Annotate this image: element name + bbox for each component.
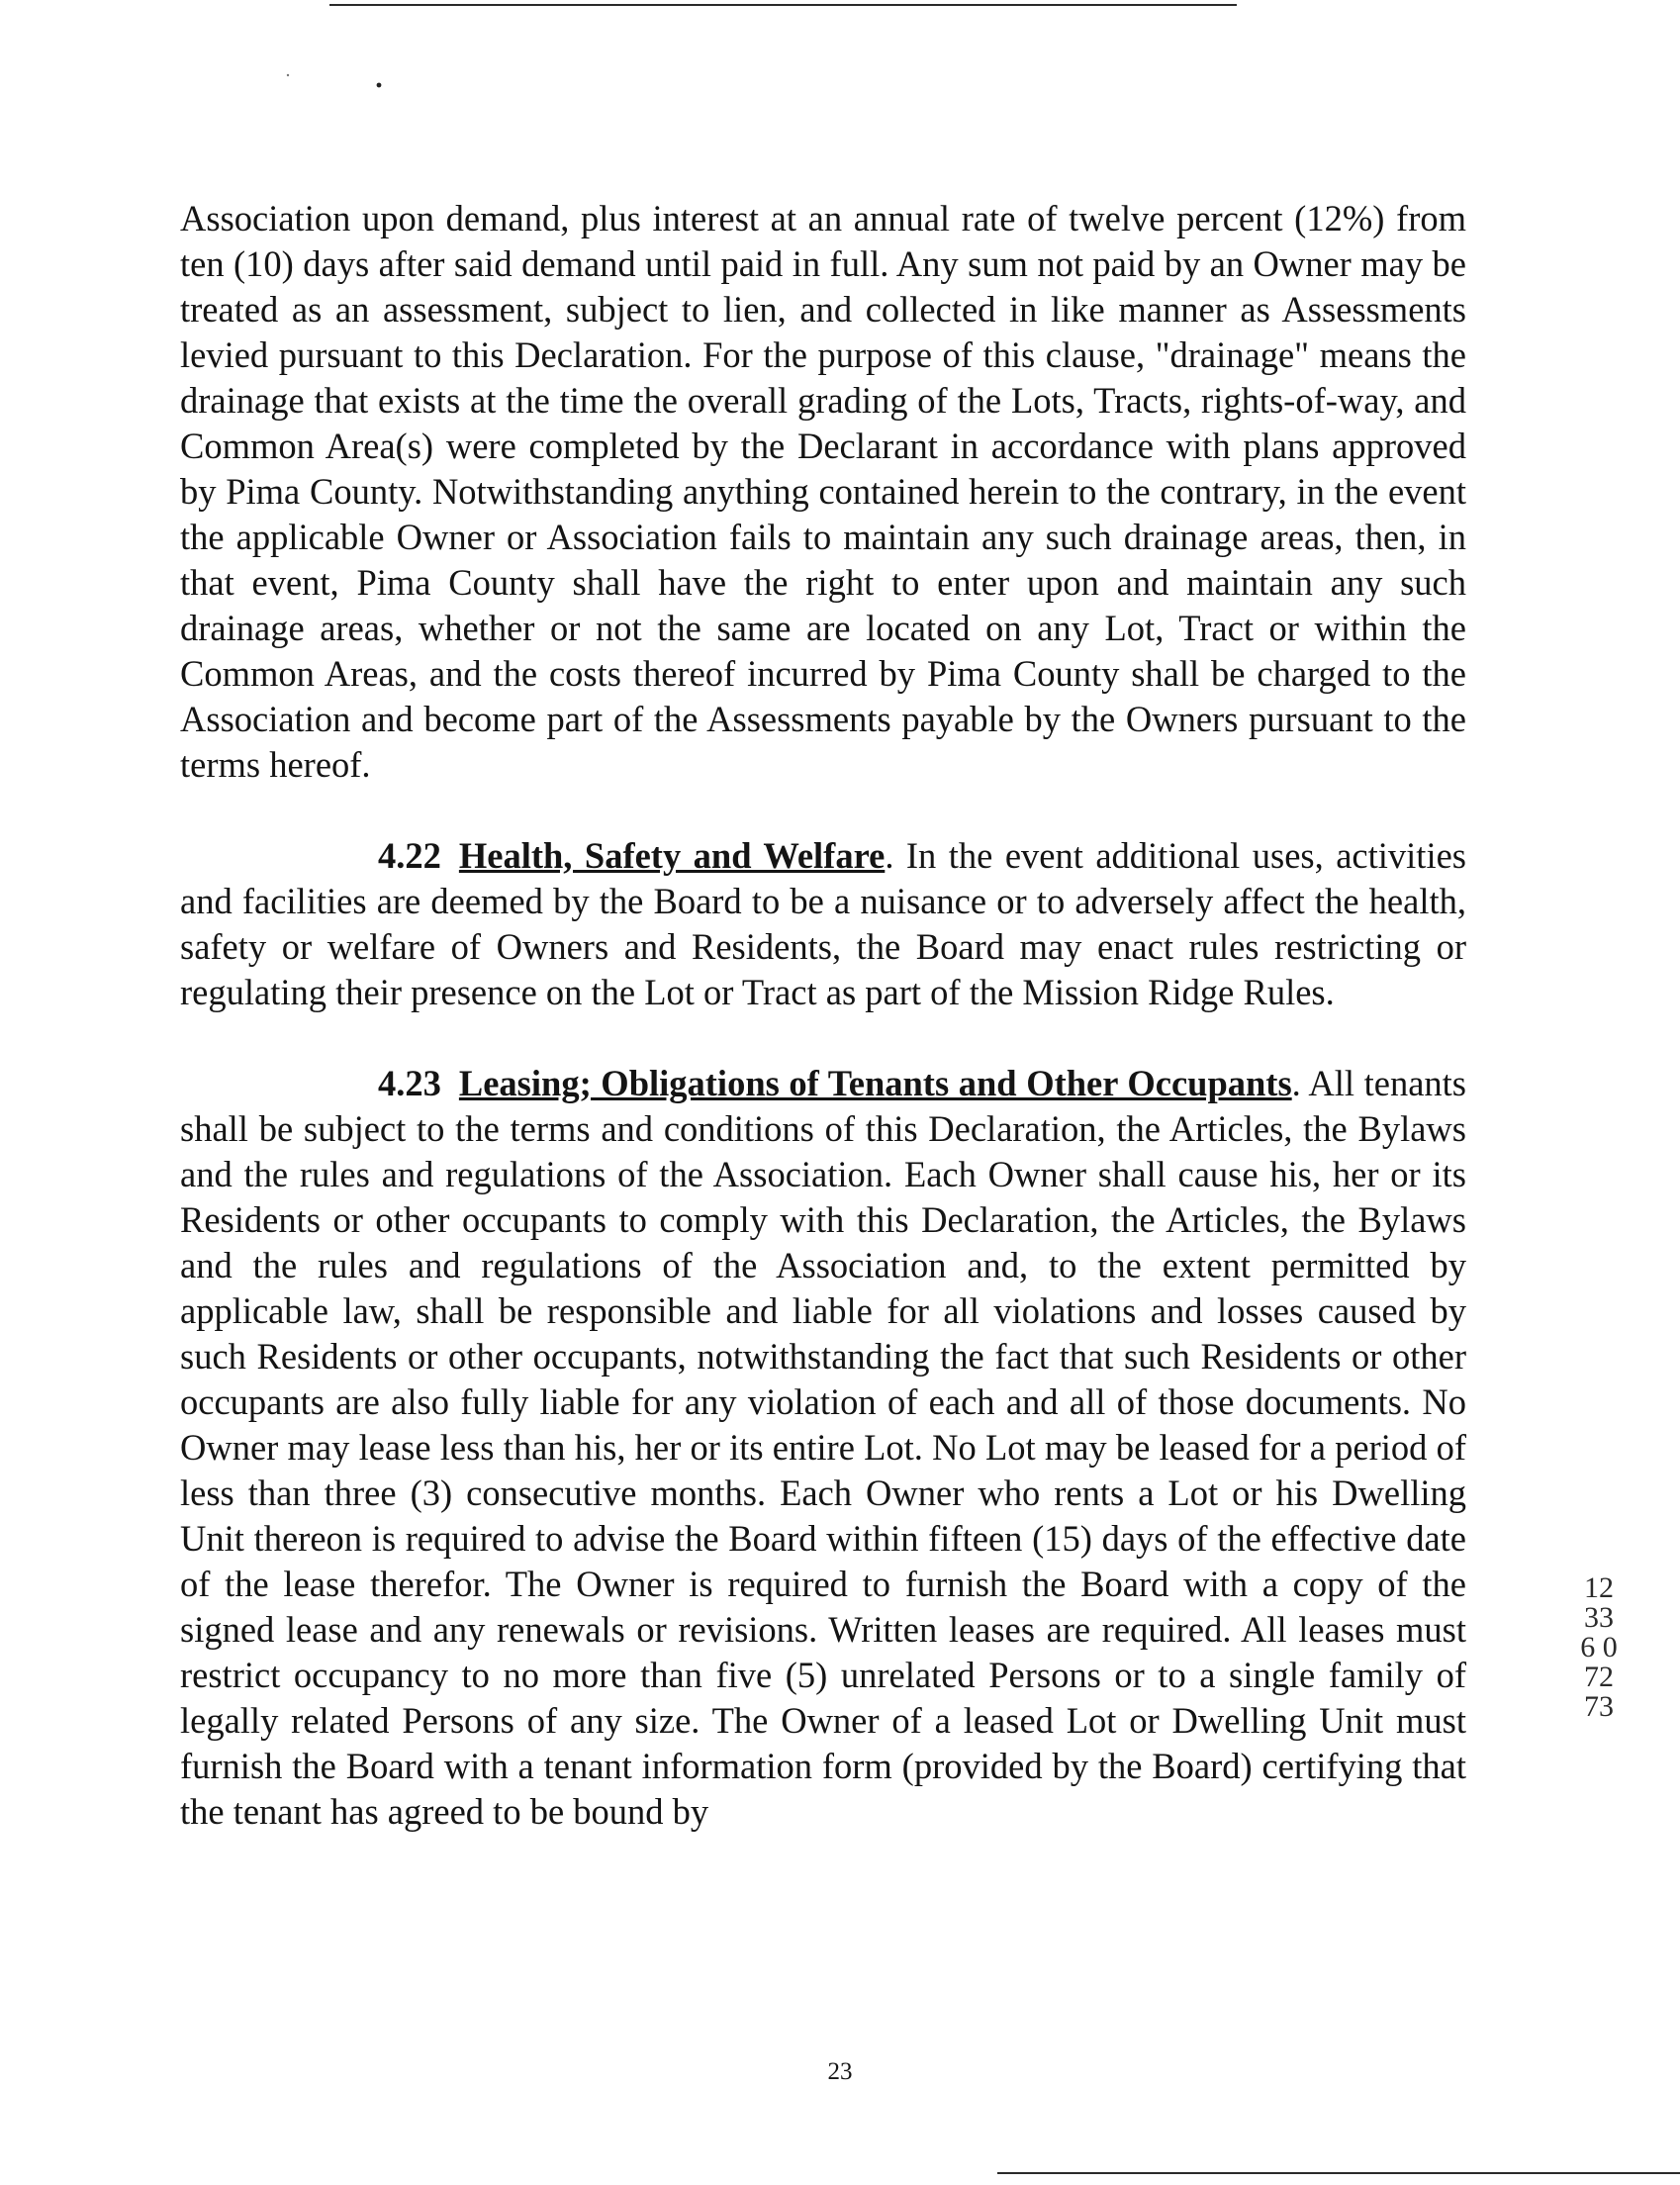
section-heading: Leasing; Obligations of Tenants and Other Occupants bbox=[458, 1063, 1292, 1103]
section-heading: Health, Safety and Welfare bbox=[458, 835, 886, 876]
section-text: . All tenants shall be subject to the terms and conditions of this Declaration, the Articles, the Bylaws and the rules and regulations of the Association. Each Owner shall cause his, her or its Residents or other occupants to comply with this Declaration, the Articles, the Bylaws and the rules and regulations of the Association and, to the extent permitted by applicable law, shall be responsible and liable for all violations and losses caused by such Residents or other occupants, notwithstanding the fact that such Residents or other occupants are also fully liable for any violation of each and all of those documents. No Owner may lease less than his, her or its entire Lot. No Lot may be leased for a period of less than three (3) consecutive months. Each Owner who rents a Lot or his Dwelling Unit thereon is required to advise the Board within fifteen (15) days of the effective date of the lease therefor. The Owner is required to furnish the Board with a copy of the signed lease and any renewals or revisions. Written leases are required. All leases must restrict occupancy to no more than five (5) unrelated Persons or to a single family of legally related Persons of any size. The Owner of a leased Lot or Dwelling Unit must furnish the Board with a tenant information form (provided by the Board) certifying that the tenant has agreed to be bound by bbox=[180, 1063, 1466, 1832]
scan-top-rule bbox=[329, 4, 1237, 6]
paragraph-drainage-continued bbox=[180, 196, 1466, 788]
speck-2 bbox=[377, 83, 382, 88]
section-number: 4.22 bbox=[378, 835, 441, 876]
document-body bbox=[180, 196, 1466, 1835]
section-text: . In the event additional uses, activities and facilities are deemed by the Board to be a nuisance or to adversely affect the health, safety or welfare of Owners and Residents, the Board may enact rules restricting or regulating their presence on the Lot or Tract as part of the Mission Ridge Rules. bbox=[180, 835, 1466, 1012]
scan-specks bbox=[0, 0, 396, 119]
speck-1 bbox=[287, 74, 289, 76]
paragraph-text: Association upon demand, plus interest at an annual rate of twelve percent (12%) from ten (10) days after said demand until paid in full. Any sum not paid by an Owner may be treated as an assessment, subject to lien, and collected in like manner as Assessments levied pursuant to this Declaration. For the purpose of this clause, "drainage" means the drainage that exists at the time the overall grading of the Lots, Tracts, rights-of-way, and Common Area(s) were completed by the Declarant in accordance with plans approved by Pima County. Notwithstanding anything contained herein to the contrary, in the event the applicable Owner or Association fails to maintain any such drainage areas, then, in that event, Pima County shall have the right to enter upon and maintain any such drainage areas, whether or not the same are located on any Lot, Tract or within the Common Areas, and the costs thereof incurred by Pima County shall be charged to the Association and become part of the Assessments payable by the Owners pursuant to the terms hereof. bbox=[180, 198, 1466, 785]
section-4-23 bbox=[180, 1061, 1466, 1835]
section-4-22 bbox=[180, 833, 1466, 1015]
recording-stamp: 12336 07273 bbox=[1580, 1571, 1618, 1723]
section-number: 4.23 bbox=[378, 1063, 441, 1103]
scan-bottom-rule bbox=[997, 2172, 1680, 2174]
page-number: 23 bbox=[827, 2058, 853, 2085]
